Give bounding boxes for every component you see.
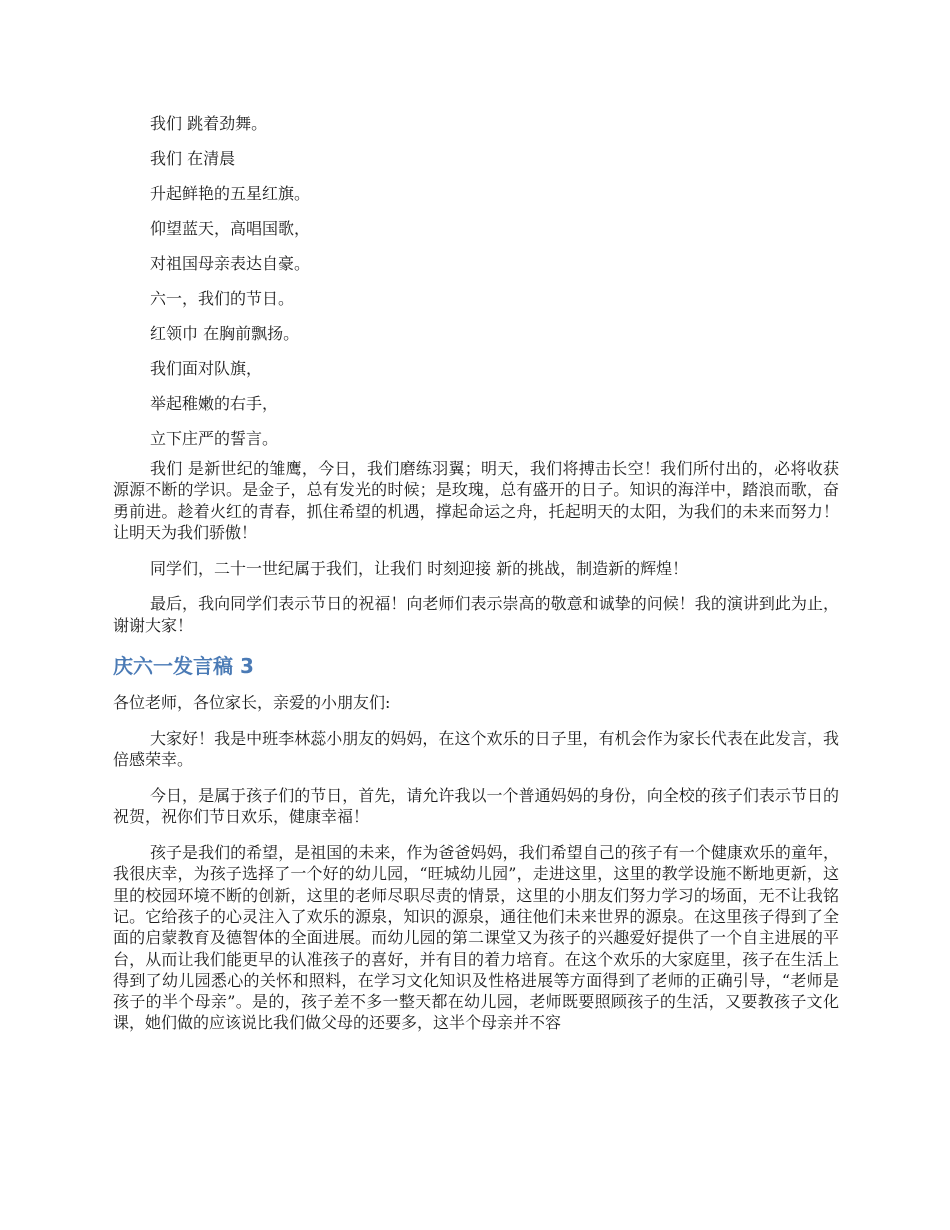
paragraph: 孩子是我们的希望，是祖国的未来，作为爸爸妈妈，我们希望自己的孩子有一个健康欢乐的童年，我很庆幸，为孩子选择了一个好的幼儿园，“旺城幼儿园”，走进这里，这里的教学设施不断地更新，这里的校园环境不断的创新，这里的老师尽职尽责的情景，这里的小朋友们努力学习的场面，无不让我铭记。它给孩子的心灵注入了欢乐的源泉，知识的源泉，通往他们未来世界的源泉。在这里孩子得到了全面的启蒙教育及德智体的全面进展。而幼儿园的第二课堂又为孩子的兴趣爱好提供了一个自主进展的平台，从而让我们能更早的认准孩子的喜好，并有目的着力培育。在这个欢乐的大家庭里，孩子在生活上得到了幼儿园悉心的关怀和照料，在学习文化知识及性格进展等方面得到了老师的正确引导，“老师是孩子的半个母亲”。是的，孩子差不多一整天都在幼儿园，老师既要照顾孩子的生活，又要教孩子文化课，她们做的应该说比我们做父母的还要多，这半个母亲并不容 (113, 843, 839, 1033)
document-page (113, 108, 839, 1048)
paragraph: 今日，是属于孩子们的节日，首先，请允许我以一个普通妈妈的身份，向全校的孩子们表示节日的祝贺，祝你们节日欢乐，健康幸福！ (113, 785, 839, 827)
poem (113, 108, 839, 458)
paragraph: 同学们，二十一世纪属于我们，让我们 时刻迎接 新的挑战，制造新的辉煌！ (150, 558, 689, 578)
poem-line: 红领巾 在胸前飘扬。 (150, 324, 300, 343)
poem-line: 六一，我们的节日。 (150, 289, 295, 308)
paragraph: 最后，我向同学们表示节日的祝福！向老师们表示崇高的敬意和诚挚的问候！我的演讲到此为止，谢谢大家！ (113, 594, 839, 635)
paragraph: 我们 是新世纪的雏鹰，今日，我们磨练羽翼；明天，我们将搏击长空！我们所付出的，必将收获源源不断的学识。是金子，总有发光的时候；是玫瑰，总有盛开的日子。知识的海洋中，踏浪而歌，奋勇前进。趁着火红的青春，抓住希望的机遇，撑起命运之舟，托起明天的太阳，为我们的未来而努力！让明天为我们骄傲！ (113, 459, 839, 542)
poem-line: 我们 跳着劲舞。 (150, 114, 268, 133)
section-heading: 庆六一发言稿 3 (113, 654, 254, 679)
poem-line: 对祖国母亲表达自豪。 (150, 254, 311, 273)
paragraph: 大家好！我是中班李林蕊小朋友的妈妈，在这个欢乐的日子里，有机会作为家长代表在此发言，我倍感荣幸。 (113, 728, 839, 770)
salutation: 各位老师，各位家长，亲爱的小朋友们: (113, 693, 391, 713)
poem-line: 升起鲜艳的五星红旗。 (150, 184, 311, 203)
poem-line: 仰望蓝天，高唱国歌， (150, 219, 311, 238)
poem-line: 我们面对队旗， (150, 359, 263, 378)
poem-line: 立下庄严的誓言。 (150, 429, 279, 448)
poem-line: 我们 在清晨 (150, 149, 236, 168)
poem-line: 举起稚嫩的右手， (150, 394, 279, 413)
